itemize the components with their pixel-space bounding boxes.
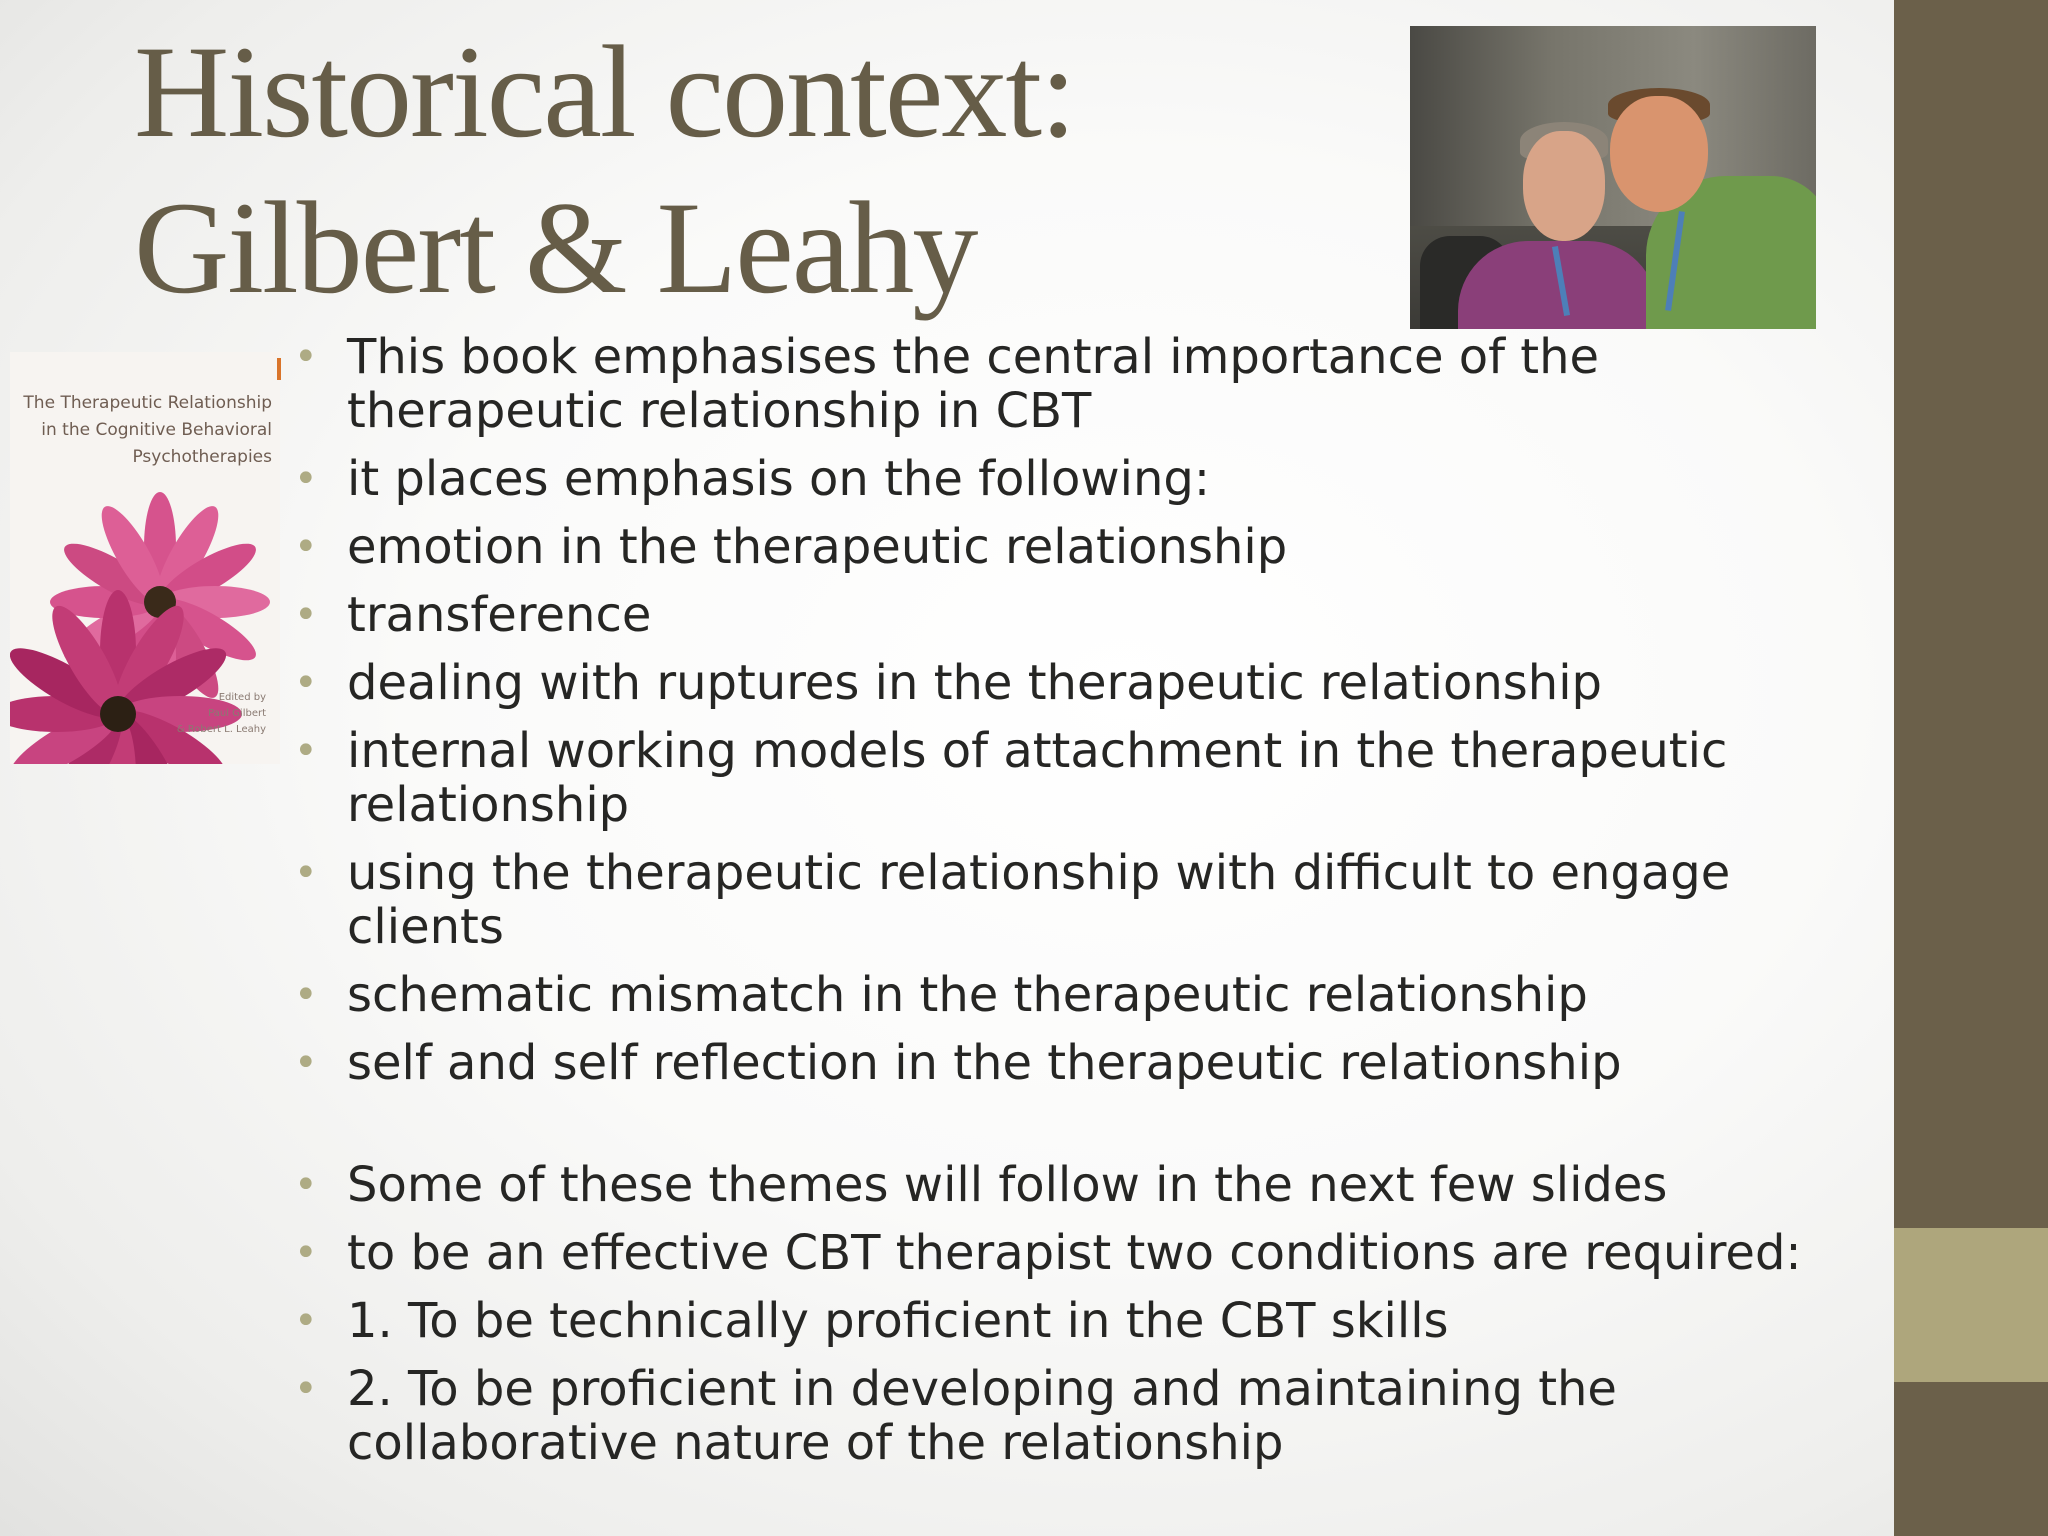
- list-item-text: Some of these themes will follow in the next few slides: [347, 1157, 1668, 1213]
- book-cover-credits-line-2: Paul Gilbert: [208, 708, 266, 719]
- book-cover-credits: [126, 690, 266, 738]
- bullet-icon: •: [294, 1040, 318, 1086]
- list-item-text: 1. To be technically proficient in the CBT skills: [347, 1293, 1449, 1349]
- list-item-text: schematic mismatch in the therapeutic relationship: [347, 967, 1588, 1023]
- slide-title: [134, 14, 1374, 326]
- bullet-icon: •: [294, 660, 318, 706]
- list-item-text: internal working models of attachment in the therapeutic relationship: [347, 723, 1728, 833]
- photo-gilbert-and-leahy: [1410, 26, 1816, 329]
- list-item: [294, 520, 1884, 574]
- list-item: [294, 1362, 1884, 1470]
- book-cover-title-line-2: in the Cognitive Behavioral: [41, 420, 272, 440]
- list-item-text: 2. To be proficient in developing and maintaining the collaborative nature of the relationship: [347, 1361, 1617, 1471]
- list-item-text: This book emphasises the central importance of the therapeutic relationship in CBT: [347, 329, 1600, 439]
- list-item: [294, 1294, 1884, 1348]
- bullet-icon: •: [294, 456, 318, 502]
- bullet-icon: •: [294, 524, 318, 570]
- list-item: [294, 452, 1884, 506]
- list-item: [294, 846, 1884, 954]
- book-cover-title-line-3: Psychotherapies: [132, 447, 272, 467]
- list-item: [294, 968, 1884, 1022]
- book-cover-title: [16, 390, 272, 471]
- slide-title-line-2: Gilbert & Leahy: [134, 174, 977, 321]
- list-item-text: self and self reflection in the therapeutic relationship: [347, 1035, 1622, 1091]
- bullet-icon: •: [294, 1298, 318, 1344]
- bullet-icon: •: [294, 1230, 318, 1276]
- list-item: [294, 656, 1884, 710]
- list-item: [294, 588, 1884, 642]
- decorative-side-band-accent: [1894, 1228, 2048, 1382]
- book-cover-credits-line-1: Edited by: [218, 692, 266, 703]
- book-cover-title-line-1: The Therapeutic Relationship: [23, 393, 272, 413]
- list-item-text: dealing with ruptures in the therapeutic relationship: [347, 655, 1603, 711]
- bullet-icon: •: [294, 592, 318, 638]
- list-item: [294, 1036, 1884, 1090]
- book-cover-edge-marker: [277, 358, 281, 380]
- list-item-text: emotion in the therapeutic relationship: [347, 519, 1288, 575]
- book-cover-image: [10, 352, 280, 764]
- slide-title-line-1: Historical context:: [134, 18, 1075, 165]
- bullet-icon: •: [294, 850, 318, 896]
- list-item: [294, 724, 1884, 832]
- list-item: [294, 1158, 1884, 1212]
- list-item: [294, 330, 1884, 438]
- book-cover-credits-line-3: & Robert L. Leahy: [176, 724, 266, 735]
- bullet-icon: •: [294, 334, 318, 380]
- list-item-text: using the therapeutic relationship with difficult to engage clients: [347, 845, 1731, 955]
- list-item-text: to be an effective CBT therapist two conditions are required:: [347, 1225, 1802, 1281]
- list-item-text: transference: [347, 587, 652, 643]
- bullet-icon: •: [294, 1162, 318, 1208]
- list-item: [294, 1226, 1884, 1280]
- bullet-icon: •: [294, 728, 318, 774]
- bullet-icon: •: [294, 1366, 318, 1412]
- bullet-icon: •: [294, 972, 318, 1018]
- list-item-text: it places emphasis on the following:: [347, 451, 1211, 507]
- bullet-list: [294, 330, 1884, 1484]
